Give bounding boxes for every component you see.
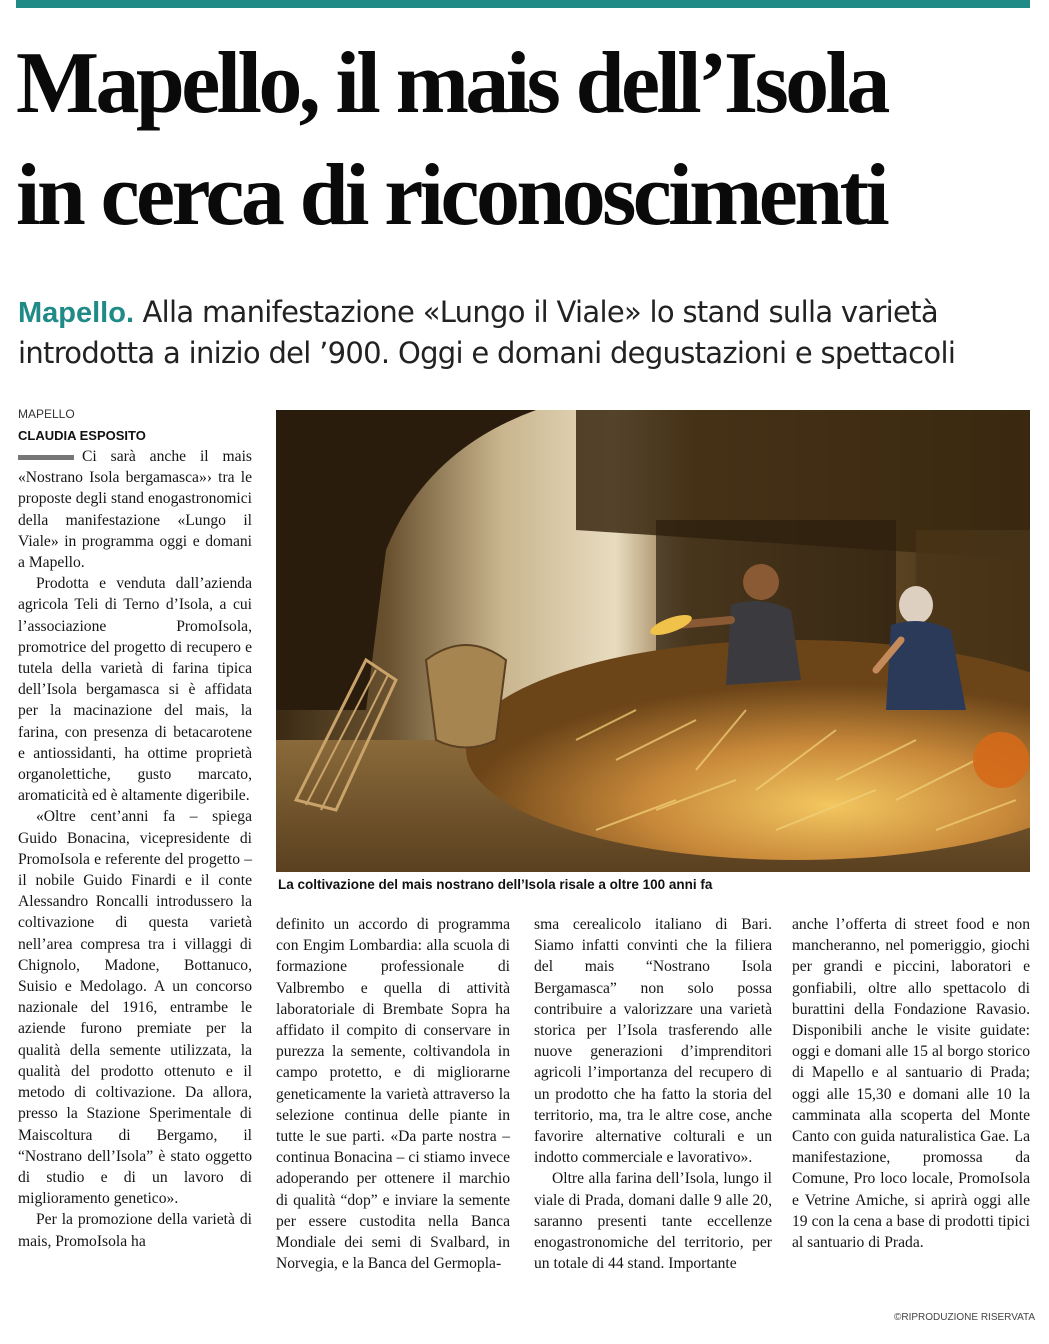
headline-line-2: in cerca di riconoscimenti [16,147,887,244]
paragraph-1 [18,446,252,573]
paragraph-4-start: Per la promozione della varietà di mais, PromoIsola ha [18,1211,252,1250]
copyright-notice: ©RIPRODUZIONE RISERVATA [894,1312,1036,1323]
paragraph-5: Oltre alla farina dell’Isola, lungo il viale di Prada, domani dalle 9 alle 20, saranno presenti tante eccellenze enogastronomiche del territorio, per un totale di 44 stand. Importante [534,1170,772,1273]
article-photo [276,410,1030,872]
subheadline-line-1 [18,292,1030,333]
paragraph-4-continued: definito un accordo di programma con Engim Lombardia: alla scuola di formazione professionale di Valbrembo e quella di attività laboratoriale di Brembate Sopra ha affidato il compito di conservare in purezza la semente, coltivandola in campo protetto, e di migliorarne geneticamente la varietà attraverso la selezione continua delle piante in tutte le sue parti. «Da parte nostra – continua Bonacina – ci stiamo invece adoperando per ottenere il marchio di qualità “dop” e inviare la semente per essere custodita nella Banca Mondiale dei semi di Svalbard, in Norvegia, e la Banca del Germopla- [276,916,510,1273]
article-column-3 [534,914,772,1274]
corn-husking-photo-icon [276,410,1030,872]
paragraph-3: «Oltre cent’anni fa – spiega Guido Bonacina, vicepresidente di PromoIsola e referente del progetto – il nobile Guido Finardi e il conte Alessandro Roncalli introdussero la coltivazione di questa varietà nell’area compresa tra i villaggi di Chignolo, Madone, Bottanuco, Suisio e Medolago. A un concorso nazionale del 1916, entrambe le aziende furono premiate per la qualità della semente utilizzata, la qualità del prodotto ottenuto e il metodo di coltivazione. Da allora, presso la Stazione Sperimentale di Maiscoltura di Bergamo, il “Nostrano dell’Isola” è stato oggetto di studio e di un lavoro di miglioramento genetico». [18,808,252,1208]
paragraph-4-end: sma cerealicolo italiano di Bari. Siamo infatti convinti che la filiera del mais “Nostrano Isola Bergamasca” non solo possa contribuire a valorizzare una varietà storica per l’Isola trasferendo alle nuove generazioni d’imprenditori agricoli l’importanza del recupero di un prodotto che ha fatto la storia del territorio, ma, tra le altre cose, anche favorire alternative colturali e un indotto commerciale e lavorativo». [534,916,772,1167]
article-column-1 [18,446,252,1252]
subheadline [18,292,1030,373]
photo-caption: La coltivazione del mais nostrano dell’Isola risale a oltre 100 anni fa [278,877,713,892]
paragraph-1-text: Ci sarà anche il mais «Nostrano Isola bergamasca»› tra le proposte degli stand enogastronomici della manifestazione «Lungo il Viale» in programma oggi e domani a Mapello. [18,448,252,572]
subheadline-line-1-text: Alla manifestazione «Lungo il Viale» lo stand sulla varietà [134,295,938,329]
subheadline-line-2: introdotta a inizio del ’900. Oggi e domani degustazioni e spettacoli [18,336,956,370]
dateline-location: MAPELLO [18,407,75,421]
lead-dash-icon [18,455,74,460]
paragraph-5-continued: anche l’offerta di street food e non mancheranno, nel pomeriggio, giochi per grandi e piccini, laboratori e gonfiabili, oltre allo spettacolo di burattini della Fondazione Ravasio. Disponibili anche le visite guidate: oggi e domani alle 15 al borgo storico di Mapello e al santuario di Prada; oggi alle 15,30 e domani alle 10 la camminata alla scoperta del Monte Canto con guida naturalistica Gae. La manifestazione, promossa da Comune, Pro loco locale, PromoIsola e Vetrine Amiche, si aprirà oggi alle 19 con la cena a base di prodotti tipici al santuario di Prada. [792,916,1030,1252]
top-accent-bar [16,0,1030,8]
author-byline: CLAUDIA ESPOSITO [18,428,146,443]
paragraph-2: Prodotta e venduta dall’azienda agricola Teli di Terno d’Isola, a cui l’associazione PromoIsola, promotrice del progetto di recupero e tutela della varietà di farina tipica dell’Isola bergamasca si è affidata per la macinazione del mais, la farina, con presenza di betacarotene e antiossidanti, ha ottime proprietà organolettiche, gusto marcato, aromaticità ed è altamente digeribile. [18,575,252,805]
headline-line-1: Mapello, il mais dell’Isola [16,35,887,132]
subheadline-lead: Mapello. [18,297,135,329]
article-column-2 [276,914,510,1274]
article-column-4 [792,914,1030,1253]
headline [16,28,1036,252]
